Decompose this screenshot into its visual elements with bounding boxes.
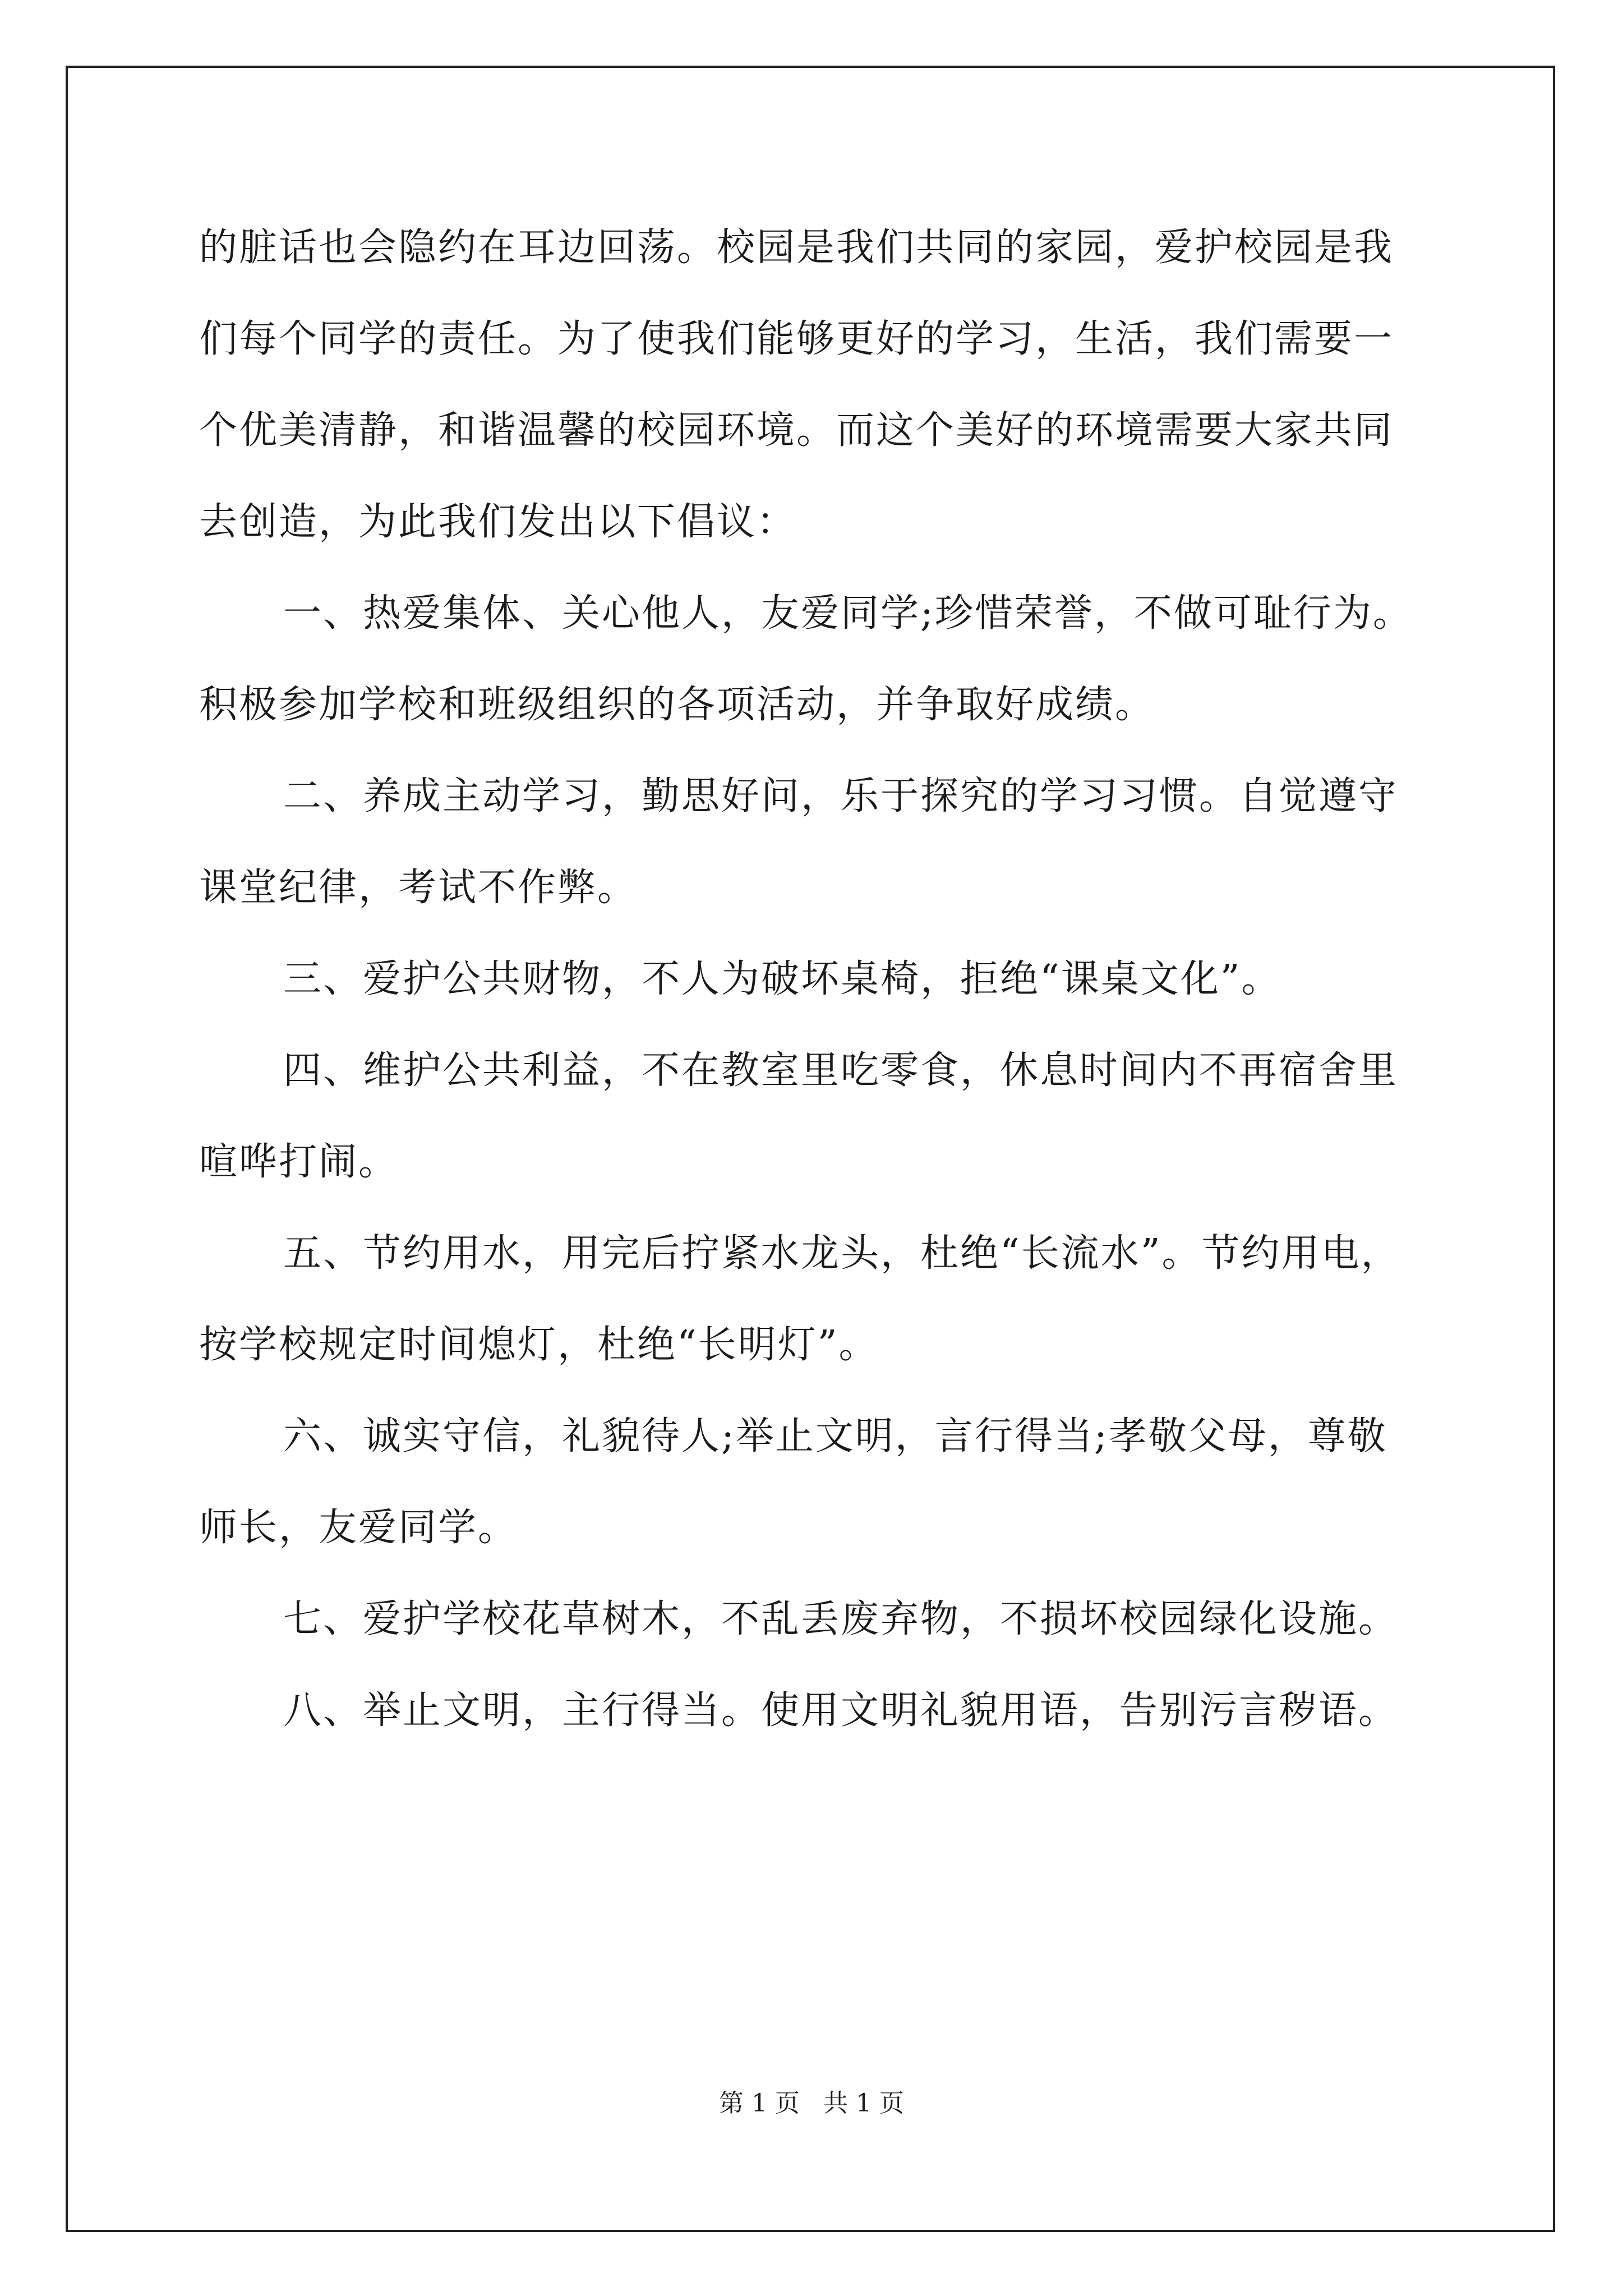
text-line-3: 个优美清静，和谐温馨的校园环境。而这个美好的环境需要大家共同 <box>199 408 1394 453</box>
text-line-10: 四、维护公共利益，不在教室里吃零食，休息时间内不再宿舍里 <box>283 1048 1399 1093</box>
text-line-7: 二、养成主动学习，勤思好问，乐于探究的学习习惯。自觉遵守 <box>283 774 1399 818</box>
text-line-9: 三、爱护公共财物，不人为破坏桌椅，拒绝“课桌文化”。 <box>283 957 1281 1001</box>
text-line-16: 七、爱护学校花草树木，不乱丢废弃物，不损坏校园绿化设施。 <box>283 1597 1399 1641</box>
page-number-footer: 第 1 页 共 1 页 <box>719 2089 904 2118</box>
text-line-5: 一、热爱集体、关心他人，友爱同学;珍惜荣誉，不做可耻行为。 <box>283 591 1413 636</box>
text-line-12: 五、节约用水，用完后拧紧水龙头，杜绝“长流水”。节约用电， <box>283 1231 1401 1276</box>
text-line-17: 八、举止文明，主行得当。使用文明礼貌用语，告别污言秽语。 <box>283 1688 1399 1733</box>
document-body <box>199 215 1427 1770</box>
text-line-11: 喧哗打闹。 <box>199 1140 399 1184</box>
text-line-15: 师长，友爱同学。 <box>199 1506 518 1550</box>
text-line-4: 去创造，为此我们发出以下倡议： <box>199 500 797 544</box>
text-line-1: 的脏话也会隐约在耳边回荡。校园是我们共同的家园，爱护校园是我 <box>199 226 1394 270</box>
text-line-2: 们每个同学的责任。为了使我们能够更好的学习，生活，我们需要一 <box>199 317 1394 361</box>
text-line-8: 课堂纪律，考试不作弊。 <box>199 866 638 910</box>
text-line-6: 积极参加学校和班级组织的各项活动，并争取好成绩。 <box>199 683 1155 727</box>
text-line-13: 按学校规定时间熄灯，杜绝“长明灯”。 <box>199 1323 879 1367</box>
text-line-14: 六、诚实守信，礼貌待人;举止文明，言行得当;孝敬父母，尊敬 <box>283 1414 1387 1458</box>
